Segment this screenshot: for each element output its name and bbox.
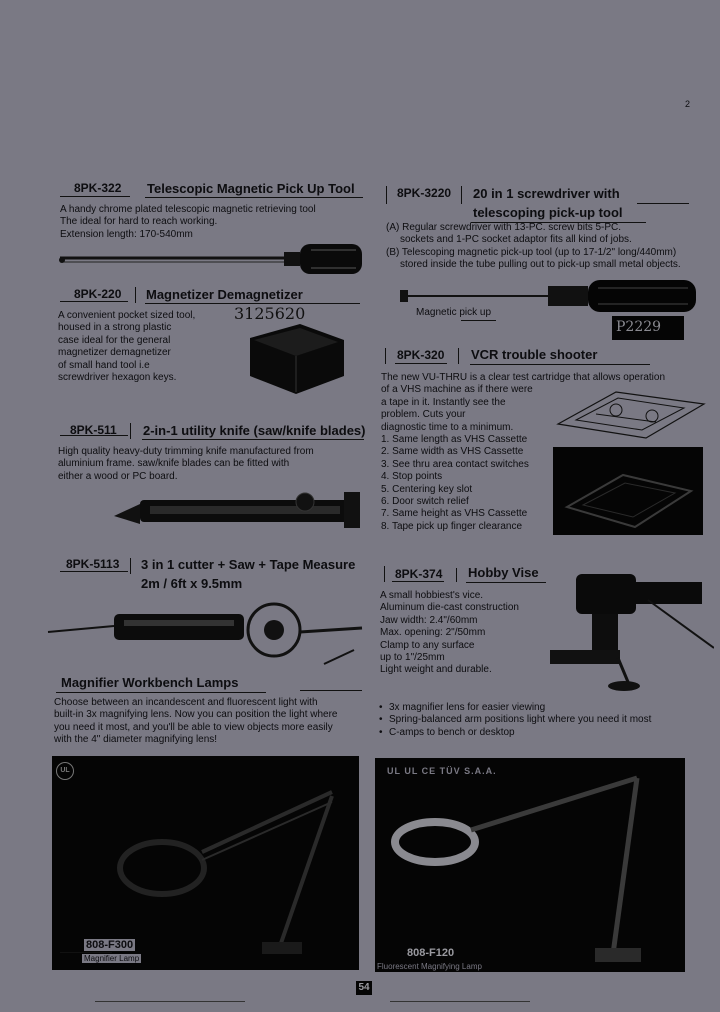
desc-line: Jaw width: 2.4"/60mm [380, 614, 478, 626]
hobby-vise-image [548, 560, 714, 700]
magnetizer-image [240, 318, 350, 398]
product-code: 8PK-511 [70, 423, 117, 437]
image-label: Magnetic pick up [416, 307, 492, 318]
rule [470, 364, 650, 365]
desc-line: diagnostic time to a minimum. [381, 421, 514, 433]
rule [392, 581, 444, 582]
product-description [58, 310, 238, 384]
desc-line: The new VU-THRU is a clear test cartridge that allows operation [381, 372, 666, 383]
rule [142, 439, 364, 440]
cutter-image [44, 598, 364, 668]
rule [390, 1001, 530, 1002]
desc-line: High quality heavy-duty trimming knife manufactured from [58, 446, 314, 457]
lamp-model-code: 808-F300 [86, 939, 134, 951]
desc-line: you need it most, and you'll be able to view objects more easily [54, 721, 333, 733]
desc-line: (B) Telescoping magnetic pick-up tool (up to 17-1/2" long/440mm) [386, 246, 677, 258]
desc-line: Aluminum die-cast construction [380, 602, 519, 614]
product-title: 3 in 1 cutter + Saw + Tape Measure [141, 557, 356, 572]
product-subtitle: 2m / 6ft x 9.5mm [141, 576, 243, 591]
desc-line: case ideal for the general [58, 334, 171, 346]
desc-line: Light weight and durable. [380, 664, 492, 676]
product-description [58, 446, 368, 483]
section-title: Magnifier Workbench Lamps [61, 675, 239, 690]
separator [386, 186, 387, 204]
product-code: 8PK-374 [395, 567, 443, 581]
product-description [380, 590, 560, 677]
section-description [54, 697, 374, 747]
desc-line: aluminium frame. saw/knife blades can be fitted with [58, 458, 290, 470]
product-subtitle: telescoping pick-up tool [473, 205, 623, 220]
desc-line: screwdriver hexagon keys. [58, 372, 177, 384]
rule [95, 1001, 245, 1002]
feature-item: 2. Same width as VHS Cassette [381, 446, 524, 458]
feature-item: 4. Stop points [381, 471, 443, 483]
rule [461, 320, 496, 321]
desc-line: a tape in it. Instantly see the [381, 396, 506, 408]
rule [466, 582, 546, 583]
desc-line: housed in a strong plastic [58, 322, 172, 334]
feature-item: 3. See thru area contact switches [381, 458, 529, 470]
vcr-cartridge-photo [553, 447, 703, 535]
page-number: 54 [356, 981, 372, 995]
separator [384, 566, 385, 582]
handwritten-note: 3125620 [234, 304, 306, 323]
desc-line: built-in 3x magnifying lens. Now you can position the light where [54, 709, 338, 721]
desc-line: of a VHS machine as if there were [381, 384, 533, 396]
desc-line: A convenient pocket sized tool, [58, 310, 196, 321]
desc-line: The ideal for hard to reach working. [60, 216, 218, 228]
feature-bullet: • C-amps to bench or desktop [379, 727, 709, 739]
feature-list [379, 702, 709, 739]
separator [130, 558, 131, 574]
desc-line: Clamp to any surface [380, 639, 475, 651]
certification-marks: UL UL CE TÜV S.A.A. [387, 766, 497, 776]
desc-line: stored inside the tube pulling out to pick-up small metal objects. [400, 259, 681, 271]
rule [637, 203, 689, 204]
feature-item: 6. Door switch relief [381, 496, 469, 508]
separator [385, 348, 386, 364]
product-title: VCR trouble shooter [471, 347, 598, 362]
desc-line: magnetizer demagnetizer [58, 347, 171, 359]
separator [458, 348, 459, 364]
separator [130, 423, 131, 439]
product-code: 8PK-5113 [66, 557, 120, 571]
rule [60, 196, 130, 197]
rule [56, 692, 266, 693]
lamp-model-code: 808-F120 [407, 947, 455, 959]
product-code: 8PK-3220 [397, 186, 452, 200]
handwritten-note: P2229 [616, 319, 662, 335]
product-title: 2-in-1 utility knife (saw/knife blades) [143, 423, 366, 438]
product-description [386, 222, 716, 272]
product-title: Telescopic Magnetic Pick Up Tool [147, 181, 355, 196]
corner-mark: 2 [685, 99, 691, 109]
product-title: 20 in 1 screwdriver with [473, 186, 620, 201]
telescopic-pickup-tool-image [56, 240, 368, 276]
desc-line: sockets and 1-PC socket adaptor fits all kind of jobs. [400, 234, 632, 246]
separator [135, 287, 136, 303]
product-title: Hobby Vise [468, 565, 539, 580]
separator [456, 568, 457, 582]
rule [300, 690, 362, 691]
desc-line: up to 1"/25mm [380, 652, 445, 664]
product-code: 8PK-322 [74, 181, 122, 195]
feature-item: 7. Same height as VHS Cassette [381, 508, 528, 520]
feature-bullet: • Spring-balanced arm positions light where you need it most [379, 714, 709, 726]
desc-line: of small hand tool i.e [58, 359, 150, 371]
rule [60, 571, 128, 572]
product-code: 8PK-320 [397, 348, 445, 362]
utility-knife-image [110, 486, 365, 532]
product-title: Magnetizer Demagnetizer [146, 287, 303, 302]
desc-line: Max. opening: 2"/50mm [380, 627, 486, 639]
lamp-caption: Fluorescent Magnifying Lamp [377, 962, 482, 971]
desc-line: problem. Cuts your [381, 409, 466, 421]
vcr-cartridge-diagram [556, 384, 706, 440]
feature-item: 1. Same length as VHS Cassette [381, 434, 528, 446]
rule [395, 363, 447, 364]
rule [60, 952, 112, 953]
feature-bullet: • 3x magnifier lens for easier viewing [379, 702, 709, 714]
separator [461, 186, 462, 204]
ul-certification-icon: UL [56, 762, 74, 780]
desc-line: Extension length: 170-540mm [60, 228, 193, 240]
magnifier-lamp-photo [52, 756, 359, 970]
fluorescent-lamp-photo [375, 758, 685, 972]
feature-item: 8. Tape pick up finger clearance [381, 520, 523, 532]
desc-line: A handy chrome plated telescopic magnetic retrieving tool [60, 204, 316, 215]
desc-line: with the 4" diameter magnifying lens! [54, 734, 218, 746]
desc-line: Choose between an incandescent and fluorescent light with [54, 697, 318, 708]
lamp-caption: Magnifier Lamp [84, 954, 140, 963]
feature-item: 5. Centering key slot [381, 483, 473, 495]
rule [145, 197, 363, 198]
product-code: 8PK-220 [74, 287, 122, 301]
desc-line: A small hobbiest's vice. [380, 590, 484, 601]
rule [60, 301, 128, 302]
product-description [60, 204, 370, 241]
desc-line: (A) Regular screwdriver with 13-PC. screw bits 5-PC. [386, 222, 622, 233]
desc-line: either a wood or PC board. [58, 470, 178, 482]
